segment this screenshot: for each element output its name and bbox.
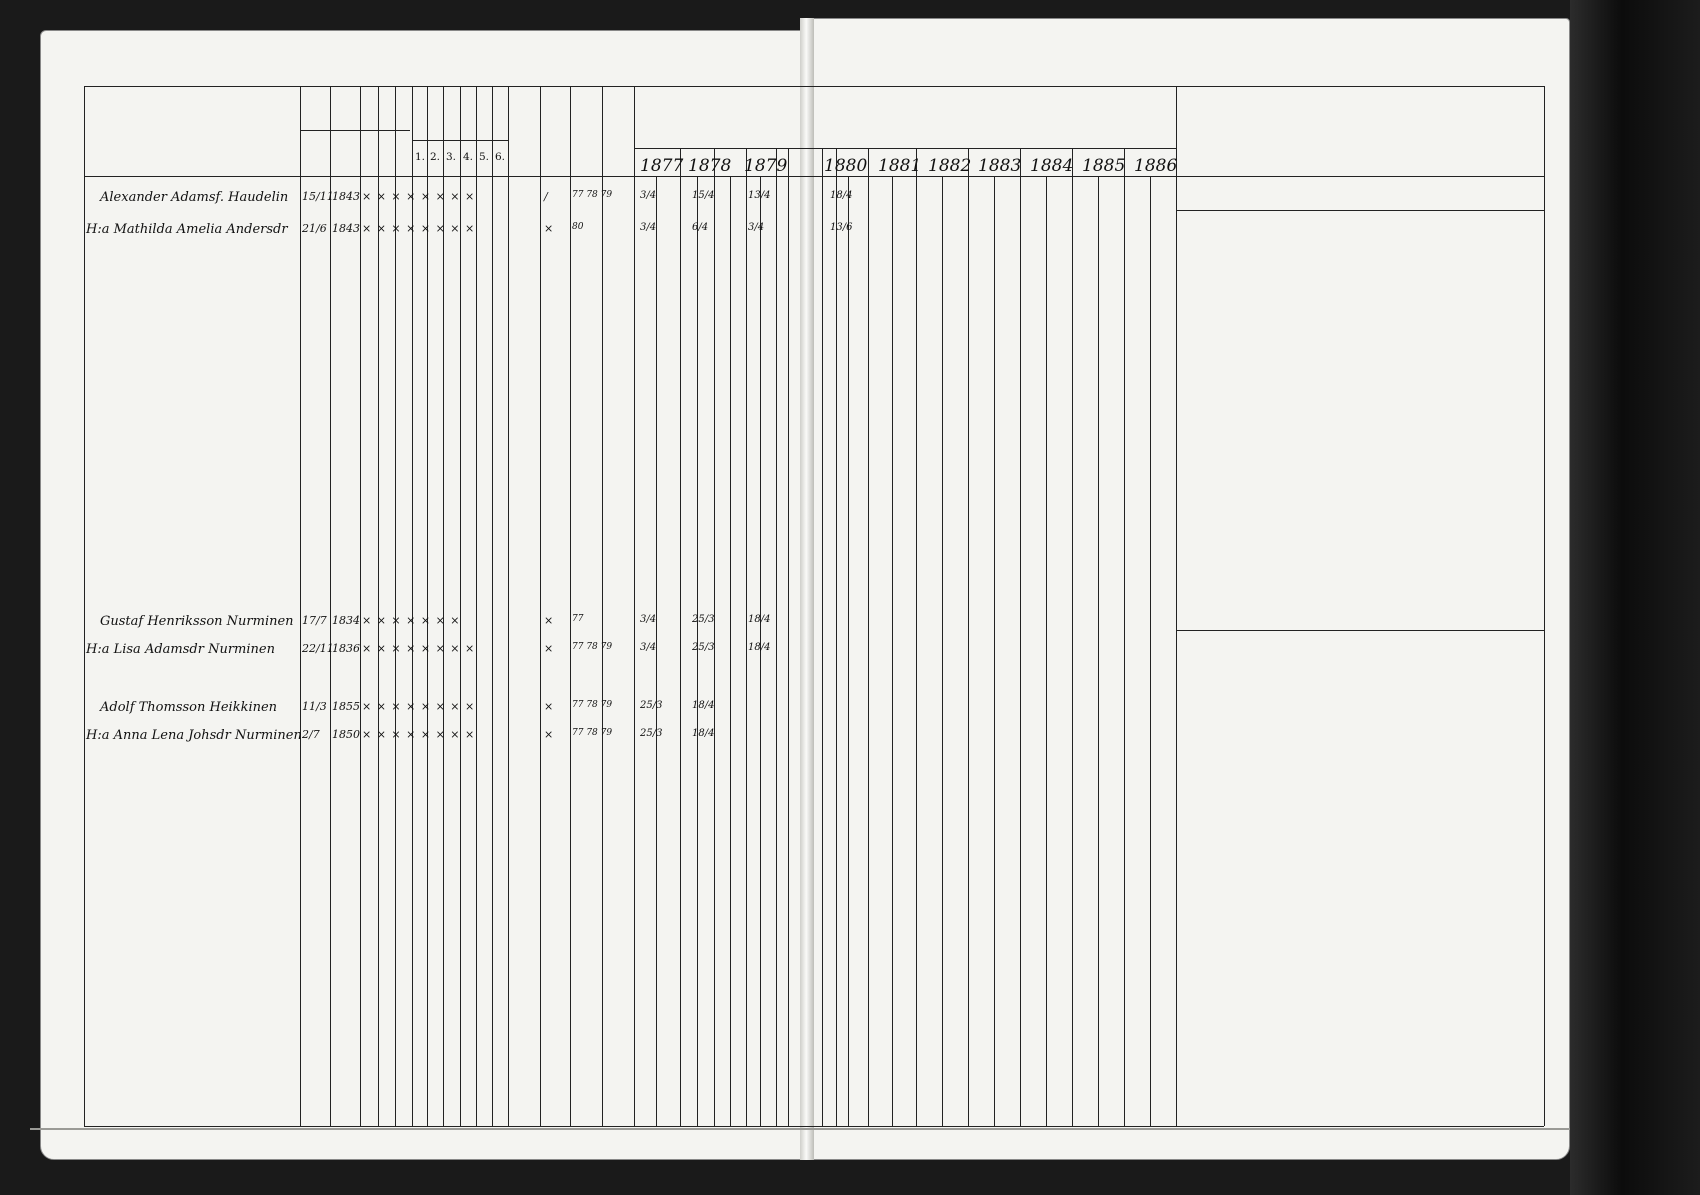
entry-birth-year: 1855 <box>332 700 360 713</box>
entry-name: Adolf Thomsson Heikkinen <box>100 700 278 715</box>
column-rule <box>968 148 969 1126</box>
year-1879: 1879 <box>744 156 788 176</box>
entry-forsummat: 77 <box>572 614 584 624</box>
entry-birth-day: 15/11 <box>302 190 334 203</box>
entry-forsummat: 80 <box>572 222 584 232</box>
entry-forsummat: 77 78 79 <box>572 190 613 200</box>
entry-visit: 18/4 <box>692 728 715 739</box>
table-top-rule <box>84 86 1544 87</box>
luther-col-5: 5. <box>478 151 490 163</box>
entry-skriftens: × <box>544 222 554 235</box>
sub-column-rule <box>730 176 731 1126</box>
column-rule <box>916 148 917 1126</box>
entry-visit: 3/4 <box>640 222 657 233</box>
sub-column-rule <box>1098 176 1099 1126</box>
entry-birth-year: 1836 <box>332 642 360 655</box>
column-rule <box>508 86 509 1126</box>
remarks-row-rule <box>1176 210 1544 211</box>
entry-visit: 18/4 <box>692 700 715 711</box>
entry-birth-year: 1843 <box>332 190 360 203</box>
entry-marks: × × × × × × × × <box>362 700 476 713</box>
luther-col-3: 3. <box>445 151 457 163</box>
column-rule <box>634 86 635 1126</box>
table-bottom-rule <box>84 1126 1544 1127</box>
luther-col-6: 6. <box>494 151 506 163</box>
sub-column-rule <box>656 176 657 1126</box>
column-rule <box>680 148 681 1126</box>
year-1881: 1881 <box>878 156 922 176</box>
birth-subrule <box>300 130 410 131</box>
entry-visit: 18/4 <box>748 642 771 653</box>
column-rule <box>868 148 869 1126</box>
entry-visit: 13/4 <box>748 190 771 201</box>
entry-visit: 25/3 <box>640 728 663 739</box>
column-rule <box>492 86 493 1126</box>
entry-visit: 3/4 <box>640 190 657 201</box>
column-rule <box>1124 148 1125 1126</box>
year-1878: 1878 <box>688 156 732 176</box>
column-rule <box>360 86 361 1126</box>
column-rule <box>460 86 461 1126</box>
sub-column-rule <box>1150 176 1151 1126</box>
column-rule <box>746 148 747 1126</box>
entry-birth-day: 11/3 <box>302 700 327 713</box>
entry-visit: 15/4 <box>692 190 715 201</box>
entry-name: Gustaf Henriksson Nurminen <box>100 614 294 629</box>
entry-skriftens: × <box>544 614 554 627</box>
entry-visit: 18/4 <box>830 190 853 201</box>
entry-visit: 13/6 <box>830 222 853 233</box>
column-rule <box>412 86 413 1126</box>
entry-marks: × × × × × × × × <box>362 222 476 235</box>
column-rule <box>822 148 823 1126</box>
column-rule <box>443 86 444 1126</box>
column-rule <box>836 148 837 1126</box>
year-rule <box>634 148 1176 149</box>
column-rule <box>776 148 777 1126</box>
entry-birth-day: 22/11 <box>302 642 334 655</box>
entry-name: H:a Anna Lena Johsdr Nurminen <box>86 728 302 743</box>
column-rule <box>330 86 331 1126</box>
column-rule <box>1020 148 1021 1126</box>
column-rule <box>300 86 301 1126</box>
book-spine <box>800 18 814 1160</box>
year-1880: 1880 <box>824 156 868 176</box>
luther-col-1: 1. <box>414 151 426 163</box>
header-bottom-rule <box>84 176 1544 177</box>
entry-visit: 3/4 <box>640 614 657 625</box>
column-rule <box>1176 86 1177 1126</box>
column-rule <box>427 86 428 1126</box>
year-1883: 1883 <box>978 156 1022 176</box>
entry-skriftens: × <box>544 700 554 713</box>
year-1885: 1885 <box>1082 156 1126 176</box>
entry-birth-year: 1843 <box>332 222 360 235</box>
column-rule <box>476 86 477 1126</box>
column-rule <box>540 86 541 1126</box>
book-edge-shadow <box>1570 0 1700 1195</box>
column-rule <box>788 148 789 1126</box>
luther-col-4: 4. <box>462 151 474 163</box>
entry-visit: 3/4 <box>640 642 657 653</box>
entry-visit: 18/4 <box>748 614 771 625</box>
entry-visit: 3/4 <box>748 222 765 233</box>
sub-column-rule <box>1046 176 1047 1126</box>
entry-marks: × × × × × × × × <box>362 728 476 741</box>
entry-skriftens: × <box>544 728 554 741</box>
entry-name: Alexander Adamsf. Haudelin <box>100 190 289 205</box>
entry-marks: × × × × × × × × <box>362 642 476 655</box>
column-rule <box>1072 148 1073 1126</box>
sub-column-rule <box>892 176 893 1126</box>
year-1882: 1882 <box>928 156 972 176</box>
entry-skriftens: × <box>544 642 554 655</box>
column-rule <box>1544 86 1545 1126</box>
column-rule <box>570 86 571 1126</box>
entry-name: H:a Mathilda Amelia Andersdr <box>86 222 288 237</box>
entry-marks: × × × × × × × × <box>362 190 476 203</box>
entry-birth-day: 17/7 <box>302 614 327 627</box>
column-rule <box>602 86 603 1126</box>
right-page <box>810 18 1570 1160</box>
year-1884: 1884 <box>1030 156 1074 176</box>
sub-column-rule <box>848 176 849 1126</box>
entry-forsummat: 77 78 79 <box>572 728 613 738</box>
year-1877: 1877 <box>640 156 684 176</box>
entry-visit: 25/3 <box>640 700 663 711</box>
column-rule <box>714 148 715 1126</box>
column-rule <box>84 86 85 1126</box>
luther-col-2: 2. <box>429 151 441 163</box>
column-rule <box>378 86 379 1126</box>
entry-skriftens: / <box>544 190 548 203</box>
entry-birth-year: 1834 <box>332 614 360 627</box>
entry-forsummat: 77 78 79 <box>572 700 613 710</box>
year-1886: 1886 <box>1134 156 1178 176</box>
sub-column-rule <box>942 176 943 1126</box>
sub-column-rule <box>994 176 995 1126</box>
entry-forsummat: 77 78 79 <box>572 642 613 652</box>
entry-name: H:a Lisa Adamsdr Nurminen <box>86 642 275 657</box>
entry-marks: × × × × × × × <box>362 614 461 627</box>
entry-birth-year: 1850 <box>332 728 360 741</box>
entry-birth-day: 2/7 <box>302 728 320 741</box>
entry-visit: 25/3 <box>692 614 715 625</box>
remarks-row-rule-2 <box>1176 630 1544 631</box>
entry-visit: 25/3 <box>692 642 715 653</box>
column-rule <box>395 86 396 1126</box>
entry-birth-day: 21/6 <box>302 222 327 235</box>
entry-visit: 6/4 <box>692 222 709 233</box>
